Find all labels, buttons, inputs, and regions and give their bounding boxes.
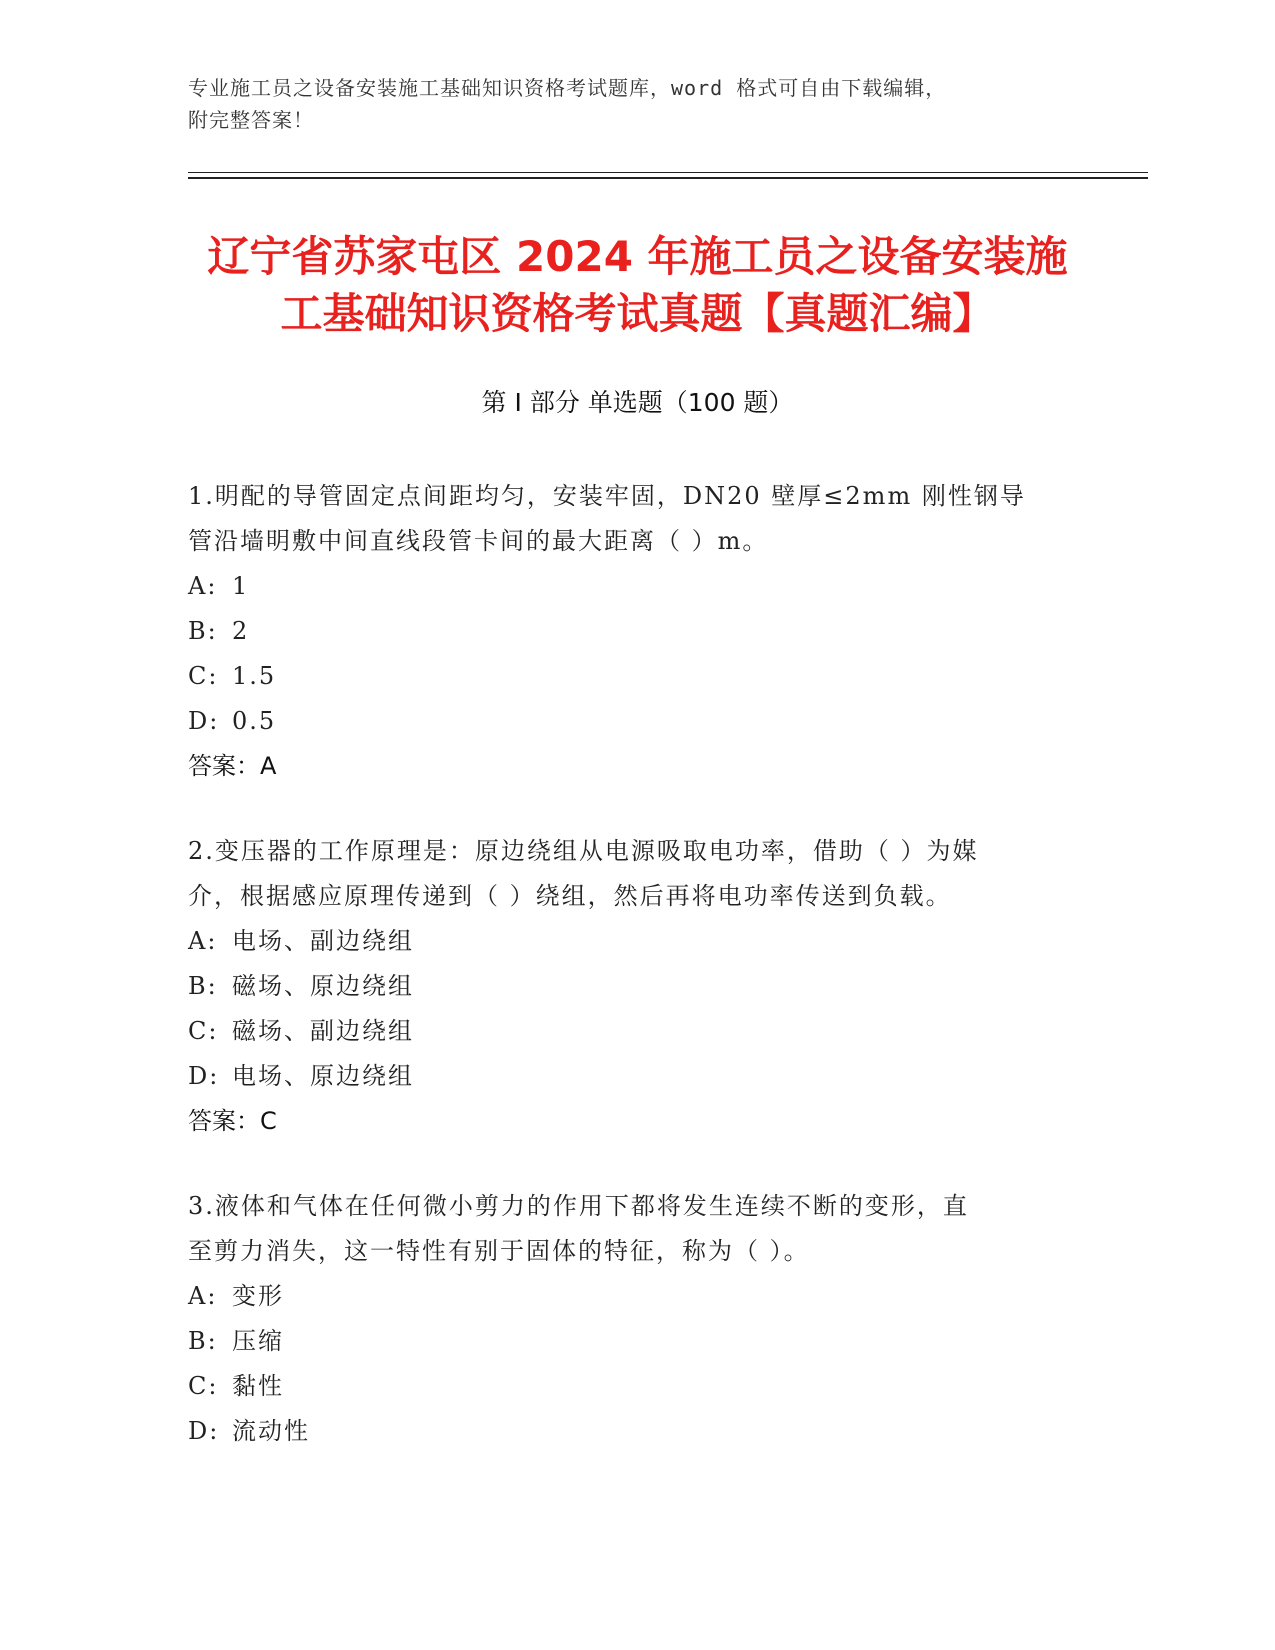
header-divider-thick (188, 177, 1148, 179)
header-note (188, 72, 1068, 136)
option-text: 电场、副边绕组 (232, 927, 414, 955)
option-a (188, 1274, 1088, 1319)
option-a (188, 564, 1088, 609)
option-c (188, 654, 1088, 699)
option-d (188, 699, 1088, 744)
option-text: 1 (232, 572, 250, 600)
option-text: 黏性 (232, 1372, 284, 1400)
option-text: 变形 (232, 1282, 284, 1310)
option-text: 电场、原边绕组 (232, 1062, 414, 1090)
question-stem-line2: 至剪力消失，这一特性有别于固体的特征，称为（ ）。 (188, 1237, 810, 1265)
option-c (188, 1009, 1088, 1054)
option-letter: B: (188, 1327, 218, 1355)
question-stem-line1: 1.明配的导管固定点间距均匀，安装牢固，DN20 壁厚≤2mm 刚性钢导 (188, 482, 1026, 510)
section-heading: 第 I 部分 单选题（100 题） (481, 388, 794, 417)
document-title-line2: 工基础知识资格考试真题【真题汇编】 (280, 289, 995, 338)
answer-line: 答案：C (188, 1107, 277, 1135)
option-b (188, 609, 1088, 654)
question-stem-line1: 2.变压器的工作原理是：原边绕组从电源吸取电功率，借助（ ）为媒 (188, 837, 979, 865)
header-divider-thin (188, 172, 1148, 173)
question-list (188, 474, 1088, 1494)
question-2 (188, 829, 1088, 1144)
option-letter: A: (188, 927, 218, 955)
question-3 (188, 1184, 1088, 1454)
header-note-line2: 附完整答案！ (188, 108, 314, 132)
option-letter: B: (188, 617, 218, 645)
option-text: 1.5 (232, 662, 277, 690)
option-letter: A: (188, 1282, 218, 1310)
option-letter: A: (188, 572, 218, 600)
option-letter: C: (188, 1017, 219, 1045)
option-a (188, 919, 1088, 964)
question-stem-line2: 管沿墙明敷中间直线段管卡间的最大距离（ ）m。 (188, 527, 769, 555)
option-letter: D: (188, 1062, 220, 1090)
option-b (188, 1319, 1088, 1364)
question-stem-line2: 介，根据感应原理传递到（ ）绕组，然后再将电功率传送到负载。 (188, 882, 952, 910)
option-text: 压缩 (232, 1327, 284, 1355)
document-title (150, 228, 1125, 342)
option-text: 2 (232, 617, 250, 645)
option-letter: B: (188, 972, 218, 1000)
option-c (188, 1364, 1088, 1409)
answer-line: 答案：A (188, 752, 277, 780)
option-text: 磁场、原边绕组 (232, 972, 414, 1000)
option-text: 流动性 (232, 1417, 310, 1445)
option-d (188, 1054, 1088, 1099)
option-d (188, 1409, 1088, 1454)
option-letter: C: (188, 1372, 219, 1400)
header-note-line1: 专业施工员之设备安装施工基础知识资格考试题库，word 格式可自由下载编辑， (188, 76, 947, 100)
option-text: 磁场、副边绕组 (232, 1017, 414, 1045)
document-title-line1: 辽宁省苏家屯区 2024 年施工员之设备安装施 (207, 232, 1068, 281)
option-letter: D: (188, 707, 220, 735)
question-stem-line1: 3.液体和气体在任何微小剪力的作用下都将发生连续不断的变形，直 (188, 1192, 969, 1220)
question-1 (188, 474, 1088, 789)
option-b (188, 964, 1088, 1009)
option-letter: C: (188, 662, 219, 690)
option-letter: D: (188, 1417, 220, 1445)
option-text: 0.5 (232, 707, 277, 735)
